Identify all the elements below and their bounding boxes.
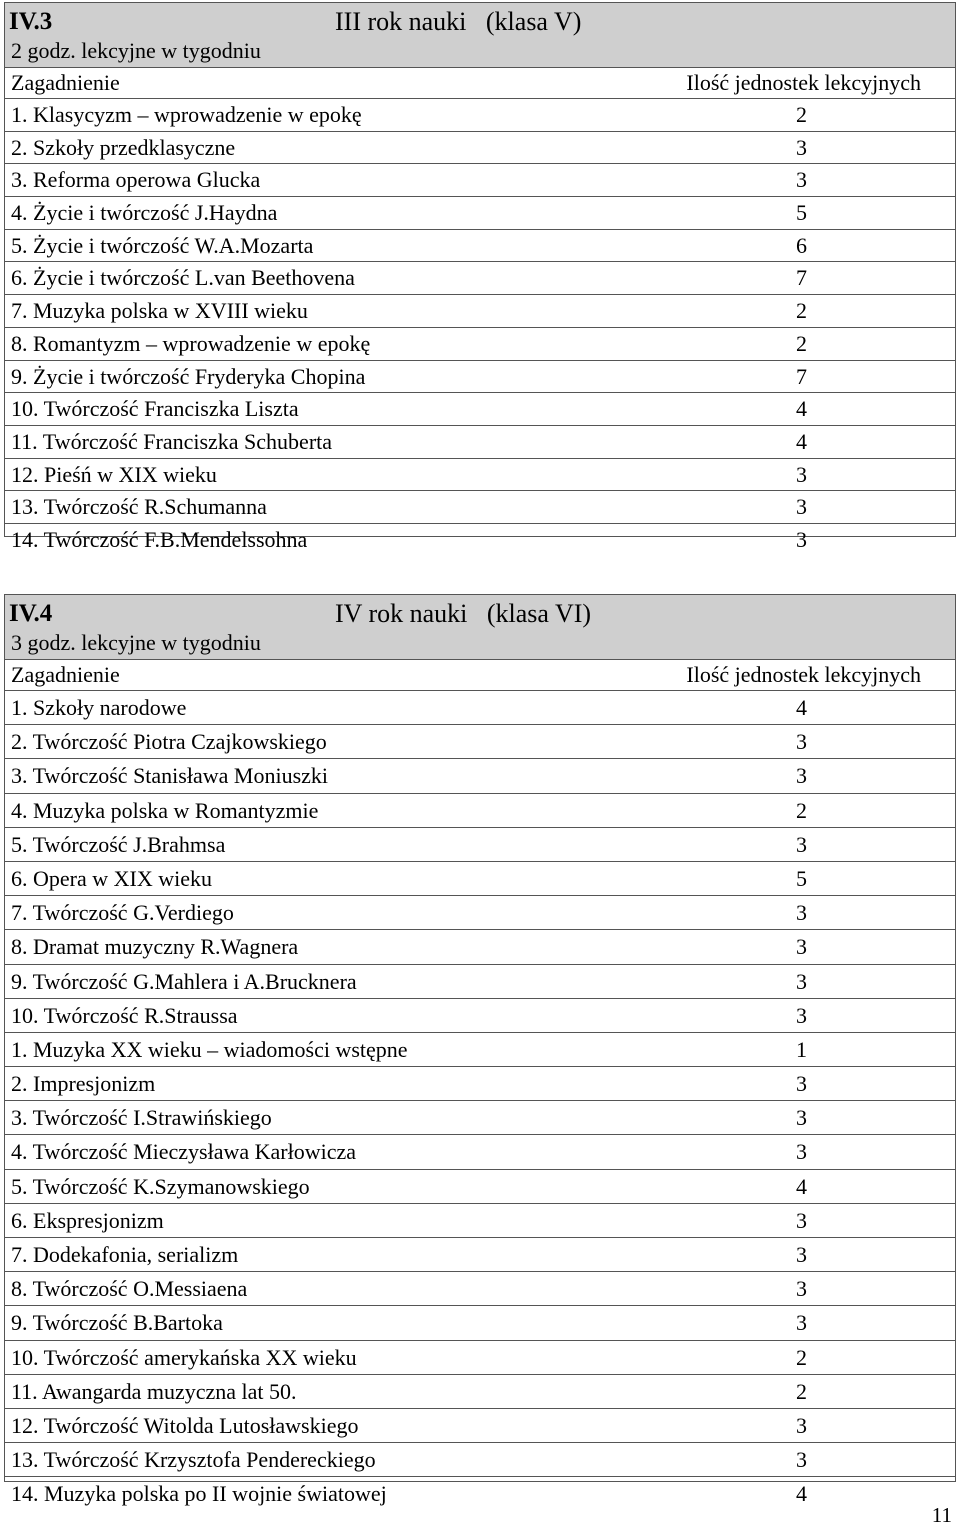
topic-cell: 10. Twórczość Franciszka Liszta — [11, 396, 299, 422]
column-header-topic: Zagadnienie — [11, 70, 120, 95]
weekly-hours: 3 godz. lekcyjne w tygodniu — [11, 630, 261, 655]
topic-cell: 9. Twórczość G.Mahlera i A.Brucknera — [11, 968, 357, 994]
topic-cell: 9. Życie i twórczość Fryderyka Chopina — [11, 363, 366, 389]
table-row — [5, 393, 955, 426]
count-cell: 3 — [796, 1207, 807, 1233]
section-title: IV rok nauki (klasa VI) — [335, 599, 592, 628]
count-cell: 3 — [796, 1105, 807, 1131]
count-cell: 4 — [796, 1173, 807, 1199]
count-cell: 3 — [796, 526, 807, 552]
count-cell: 3 — [796, 968, 807, 994]
table-row — [5, 459, 955, 492]
count-cell: 3 — [796, 134, 807, 160]
topic-cell: 8. Romantyzm – wprowadzenie w epokę — [11, 330, 371, 356]
table-row — [5, 1135, 955, 1169]
section-code: IV.3 — [9, 8, 53, 35]
topic-cell: 12. Pieśń w XIX wieku — [11, 461, 217, 487]
count-cell: 2 — [796, 1344, 807, 1370]
count-cell: 3 — [796, 1412, 807, 1438]
topic-cell: 11. Awangarda muzyczna lat 50. — [11, 1378, 297, 1404]
count-cell: 3 — [796, 934, 807, 960]
table-body — [5, 691, 955, 1511]
table-row — [5, 426, 955, 459]
topic-cell: 4. Twórczość Mieczysława Karłowicza — [11, 1139, 357, 1165]
topic-cell: 2. Szkoły przedklasyczne — [11, 134, 236, 160]
table-row — [5, 230, 955, 263]
table-row — [5, 1443, 955, 1477]
count-cell: 3 — [796, 1276, 807, 1302]
curriculum-table-year-4 — [4, 594, 956, 1507]
table-row — [5, 197, 955, 230]
count-cell: 3 — [796, 494, 807, 520]
count-cell: 3 — [796, 167, 807, 193]
count-cell: 3 — [796, 831, 807, 857]
table-row — [5, 99, 955, 132]
table-row — [5, 725, 955, 759]
count-cell: 3 — [796, 1139, 807, 1165]
count-cell: 4 — [796, 695, 807, 720]
table-row — [5, 896, 955, 930]
topic-cell: 11. Twórczość Franciszka Schuberta — [11, 428, 333, 454]
table-row — [5, 524, 955, 556]
count-cell: 5 — [796, 200, 807, 226]
table-row — [5, 262, 955, 295]
column-header-count: Ilość jednostek lekcyjnych — [686, 70, 921, 95]
count-cell: 3 — [796, 1071, 807, 1097]
table-row — [5, 1238, 955, 1272]
section-code: IV.4 — [9, 600, 53, 627]
topic-cell: 7. Dodekafonia, serializm — [11, 1242, 239, 1267]
table-row — [5, 691, 955, 725]
page-number: 11 — [931, 1503, 952, 1527]
column-headers — [5, 68, 955, 99]
topic-cell: 1. Klasycyzm – wprowadzenie w epokę — [11, 102, 362, 127]
topic-cell: 1. Szkoły narodowe — [11, 695, 187, 720]
count-cell: 3 — [796, 1447, 807, 1473]
table-row — [5, 1101, 955, 1135]
column-header-count: Ilość jednostek lekcyjnych — [686, 662, 921, 687]
count-cell: 4 — [796, 428, 807, 454]
topic-cell: 2. Twórczość Piotra Czajkowskiego — [11, 729, 327, 755]
count-cell: 2 — [796, 797, 807, 823]
topic-cell: 3. Twórczość Stanisława Moniuszki — [11, 763, 329, 789]
count-cell: 6 — [796, 232, 807, 258]
table-row — [5, 930, 955, 964]
topic-cell: 5. Życie i twórczość W.A.Mozarta — [11, 232, 314, 258]
topic-cell: 6. Ekspresjonizm — [11, 1207, 164, 1233]
topic-cell: 8. Dramat muzyczny R.Wagnera — [11, 934, 299, 960]
table-row — [5, 1306, 955, 1340]
topic-cell: 12. Twórczość Witolda Lutosławskiego — [11, 1412, 359, 1438]
table-row — [5, 999, 955, 1033]
table-row — [5, 328, 955, 361]
table-row — [5, 1204, 955, 1238]
table-row — [5, 361, 955, 394]
topic-cell: 10. Twórczość amerykańska XX wieku — [11, 1344, 357, 1370]
topic-cell: 14. Muzyka polska po II wojnie światowej — [11, 1481, 387, 1507]
topic-cell: 9. Twórczość B.Bartoka — [11, 1310, 223, 1336]
topic-cell: 14. Twórczość F.B.Mendelssohna — [11, 526, 308, 552]
topic-cell: 13. Twórczość Krzysztofa Pendereckiego — [11, 1447, 376, 1473]
topic-cell: 7. Muzyka polska w XVIII wieku — [11, 298, 308, 324]
count-cell: 3 — [796, 763, 807, 789]
table-row — [5, 295, 955, 328]
table-row — [5, 164, 955, 197]
count-cell: 3 — [796, 1242, 807, 1267]
count-cell: 3 — [796, 1002, 807, 1028]
topic-cell: 2. Impresjonizm — [11, 1071, 156, 1097]
topic-cell: 3. Twórczość I.Strawińskiego — [11, 1105, 272, 1131]
count-cell: 2 — [796, 1378, 807, 1404]
topic-cell: 5. Twórczość J.Brahmsa — [11, 831, 226, 857]
count-cell: 3 — [796, 461, 807, 487]
count-cell: 4 — [796, 1481, 807, 1507]
count-cell: 5 — [796, 865, 807, 891]
table-row — [5, 794, 955, 828]
table-row — [5, 1170, 955, 1204]
section-title: III rok nauki (klasa V) — [335, 7, 582, 36]
count-cell: 3 — [796, 900, 807, 926]
table-row — [5, 1375, 955, 1409]
table-header — [5, 595, 955, 660]
topic-cell: 6. Życie i twórczość L.van Beethovena — [11, 265, 355, 291]
table-row — [5, 132, 955, 165]
count-cell: 7 — [796, 265, 807, 291]
topic-cell: 5. Twórczość K.Szymanowskiego — [11, 1173, 310, 1199]
table-row — [5, 1033, 955, 1067]
table-row — [5, 862, 955, 896]
weekly-hours: 2 godz. lekcyjne w tygodniu — [11, 38, 261, 63]
count-cell: 2 — [796, 102, 807, 127]
table-row — [5, 1341, 955, 1375]
topic-cell: 7. Twórczość G.Verdiego — [11, 900, 234, 926]
table-row — [5, 1477, 955, 1510]
topic-cell: 4. Muzyka polska w Romantyzmie — [11, 797, 319, 823]
table-body — [5, 99, 955, 556]
count-cell: 3 — [796, 729, 807, 755]
table-row — [5, 828, 955, 862]
count-cell: 3 — [796, 1310, 807, 1336]
topic-cell: 6. Opera w XIX wieku — [11, 865, 212, 891]
count-cell: 1 — [796, 1036, 807, 1062]
topic-cell: 4. Życie i twórczość J.Haydna — [11, 200, 278, 226]
count-cell: 2 — [796, 330, 807, 356]
topic-cell: 13. Twórczość R.Schumanna — [11, 494, 267, 520]
table-row — [5, 965, 955, 999]
count-cell: 4 — [796, 396, 807, 422]
topic-cell: 8. Twórczość O.Messiaena — [11, 1276, 248, 1302]
topic-cell: 3. Reforma operowa Glucka — [11, 167, 261, 193]
table-row — [5, 1067, 955, 1101]
topic-cell: 1. Muzyka XX wieku – wiadomości wstępne — [11, 1036, 408, 1062]
count-cell: 2 — [796, 298, 807, 324]
count-cell: 7 — [796, 363, 807, 389]
table-row — [5, 759, 955, 793]
column-headers — [5, 660, 955, 691]
table-row — [5, 1409, 955, 1443]
topic-cell: 10. Twórczość R.Straussa — [11, 1002, 238, 1028]
table-row — [5, 1272, 955, 1306]
table-row — [5, 491, 955, 524]
table-header — [5, 3, 955, 68]
column-header-topic: Zagadnienie — [11, 662, 120, 687]
curriculum-table-year-3 — [4, 2, 956, 552]
